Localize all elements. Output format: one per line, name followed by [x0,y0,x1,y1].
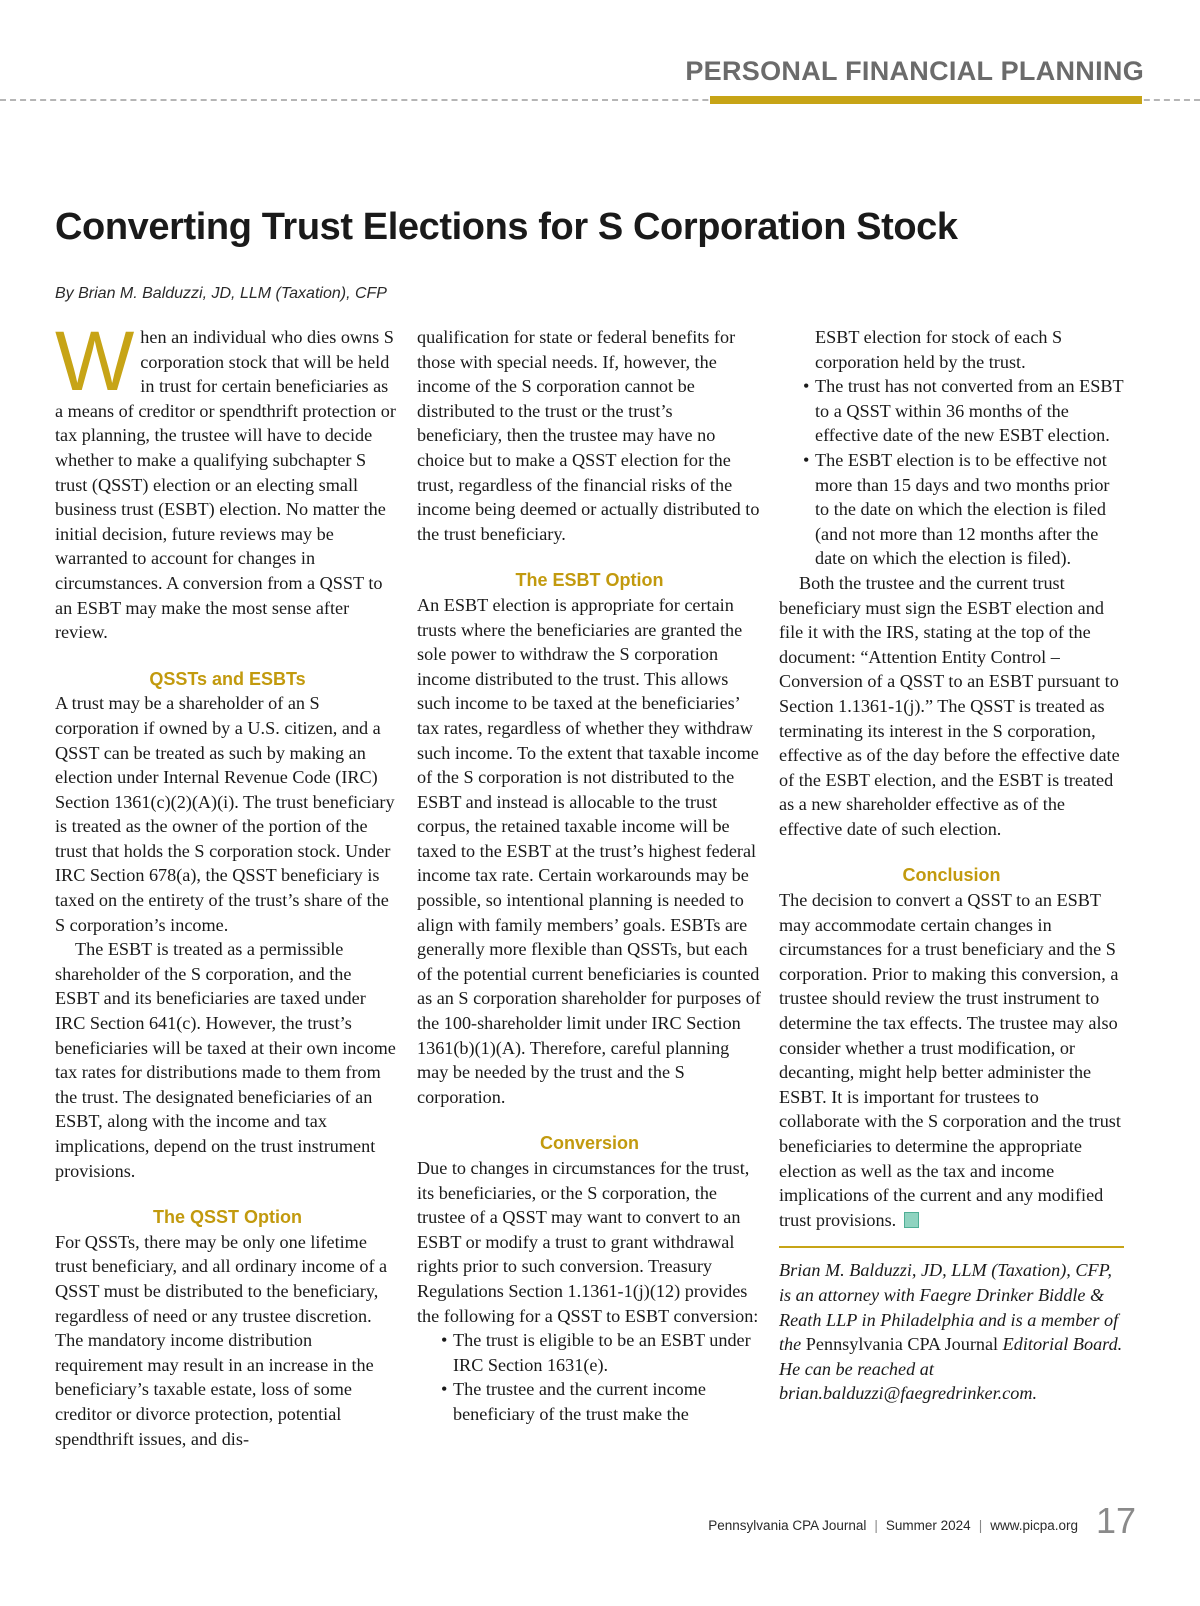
author-bio [779,1258,1124,1406]
list-item: • The trust has not converted from an ESBT to a QSST within 36 months of the effective date of the new ESBT election. [779,374,1124,448]
footer-website[interactable]: www.picpa.org [990,1518,1078,1533]
esbt-option-paragraph: An ESBT election is appropriate for certain trusts where the beneficiaries are granted the sole power to withdraw the S corporation income distributed to the trust. This allows such income to be taxed at the beneficiaries’ tax rates, regardless of whether they withdraw such income. To the extent that taxable income of the S corporation is not distributed to the ESBT and instead is allocable to the trust corpus, the retained taxable income will be taxed to the ESBT at the trust’s highest federal income tax rate. Certain workarounds may be possible, so intentional planning is needed to align with family members’ goals. ESBTs are generally more flexible than QSSTs, but each of the potential current beneficiaries is counted as an S corporation shareholder for purposes of the 100-shareholder limit under IRC Section 1361(b)(1)(A). Therefore, careful planning may be needed by the trust and the S corporation. [417,594,761,1107]
bio-contact: Editorial Board. He can be reached at brian.balduzzi@faegredrinker.com. [779,1334,1123,1404]
column-1 [55,314,400,1451]
qssts-esbts-paragraph-1: A trust may be a shareholder of an S corporation if owned by a U.S. citizen, and a QSST can be treated as such by making an election under Internal Revenue Code (IRC) Section 1361(c)(2)(A)(i). The trust beneficiary is treated as the owner of the portion of the trust that holds the S corporation stock. Under IRC Section 678(a), the QSST beneficiary is taxed on the entirety of the trust’s share of the S corporation’s income. [55,693,395,935]
list-item: • The trust is eligible to be an ESBT under IRC Section 1631(e). [417,1328,762,1377]
heading-esbt-option: The ESBT Option [515,570,664,591]
conclusion-text: The decision to convert a QSST to an ESBT may accommodate certain changes in circumstances for a trust beneficiary and the S corporation. Prior to making this conversion, a trustee should review the trust instrument to determine the tax effects. The trustee may also consider whether a trust modification, or decanting, might help better administer the ESBT. It is important for trustees to collaborate with the S corporation and the trust beneficiaries to determine the appropriate election as well as the tax and income implications of the current and any modified trust provisions. [779,890,1121,1230]
heading-qsst-option: The QSST Option [153,1207,302,1228]
intro-text: hen an individual who dies owns S corporation stock that will be held in trust for certain beneficiaries as a means of creditor or spendthrift protection or tax planning, the trustee will have to decide whether to make a qualifying subchapter S trust (QSST) election or an electing small business trust (ESBT) election. No matter the initial decision, future reviews may be warranted to account for changes in circumstances. A conversion from a QSST to an ESBT may make the most sense after review. [55,327,396,643]
article-title: Converting Trust Elections for S Corporation Stock [55,206,958,248]
heading-conversion: Conversion [539,1133,640,1154]
qsst-option-text: For QSSTs, there may be only one lifetime trust beneficiary, and all ordinary income of a QSST must be distributed to the beneficiary, regardless of need or any trustee discretion. The mandatory income distribution requirement may result in an increase in the beneficiary’s taxable estate, loss of some creditor or divorce protection, potential spendthrift issues, and dis [55,1231,388,1449]
qsst-option-paragraph-continued: qualification for state or federal benefits for those with special needs. If, however, the income of the S corporation cannot be distributed to the trust or the trust’s beneficiary, then the trustee may have no choice but to make a QSST election for the trust, regardless of the financial risks of the income being deemed or actually distributed to the trust beneficiary. [417,327,760,544]
heading-conclusion: Conclusion [902,865,1001,886]
intro-paragraph [55,314,400,645]
conclusion-paragraph [779,888,1124,1232]
qsst-option-paragraph: For QSSTs, there may be only one lifetime trust beneficiary, and all ordinary income of a QSST must be distributed to the beneficiary, regardless of need or any trustee discretion. The mandatory income distribution requirement may result in an increase in the beneficiary’s taxable estate, loss of some creditor or divorce protection, potential spendthrift issues, and dis- [55,1231,388,1449]
page-number: 17 [1095,1500,1136,1541]
requirements-list-continued [779,374,1124,571]
article-byline: By Brian M. Balduzzi, JD, LLM (Taxation), CFP [55,285,387,302]
footer-issue: Summer 2024 [885,1518,971,1533]
column-2 [417,325,762,1427]
list-item-continued: ESBT election for stock of each S corporation held by the trust. [815,327,1063,372]
requirements-list [417,1328,762,1426]
column-3 [779,325,1124,1406]
bio-text: Brian M. Balduzzi, JD, LLM (Taxation), CFP, is an attorney with Faegre Drinker Biddle & Reath LLP in Philadelphia and is a member of the [779,1260,1119,1355]
section-label: PERSONAL FINANCIAL PLANNING [685,56,1144,86]
end-of-article-icon [904,1212,919,1228]
bio-journal-name: Pennsylvania CPA Journal [805,1334,999,1355]
list-item: • The trustee and the current income beneficiary of the trust make the [417,1377,762,1426]
footer-journal: Pennsylvania CPA Journal [708,1518,867,1533]
qssts-esbts-paragraph-2: The ESBT is treated as a permissible shareholder of the S corporation, and the ESBT and its beneficiaries are taxed under IRC Section 641(c). However, the trust’s beneficiaries will be taxed at their own income tax rates for distributions made to them from the trust. The designated beneficiaries of an ESBT, along with the income and tax implications, depend on the trust instrument provisions. [55,939,396,1181]
list-item: • The ESBT election is to be effective not more than 15 days and two months prior to the date on which the election is filed (and not more than 12 months after the date on which the election is filed). [779,448,1124,571]
bio-divider [779,1246,1124,1248]
conversion-paragraph-2: Both the trustee and the current trust beneficiary must sign the ESBT election and file it with the IRS, stating at the top of the document: “Attention Entity Control – Conversion of a QSST to an ESBT pursuant to Section 1.1361-1(j).” The QSST is treated as terminating its interest in the S corporation, effective as of the day before the effective date of the ESBT election, and the ESBT is treated as a new shareholder effective as of the effective date of such election. [779,572,1120,839]
heading-qssts-and-esbts: QSSTs and ESBTs [149,668,306,689]
header-accent-bar [710,96,1142,104]
conversion-paragraph: Due to changes in circumstances for the trust, its beneficiaries, or the S corporation, the trustee of a QSST may want to convert to an ESBT or modify a trust to grant withdrawal rights prior to such conversion. Treasury Regulations Section 1.1361-1(j)(12) provides the following for a QSST to ESBT conversion: [417,1158,759,1326]
page-footer: Pennsylvania CPA Journal | Summer 2024 | www.picpa.org [708,1518,1078,1533]
drop-cap: W [55,314,135,408]
